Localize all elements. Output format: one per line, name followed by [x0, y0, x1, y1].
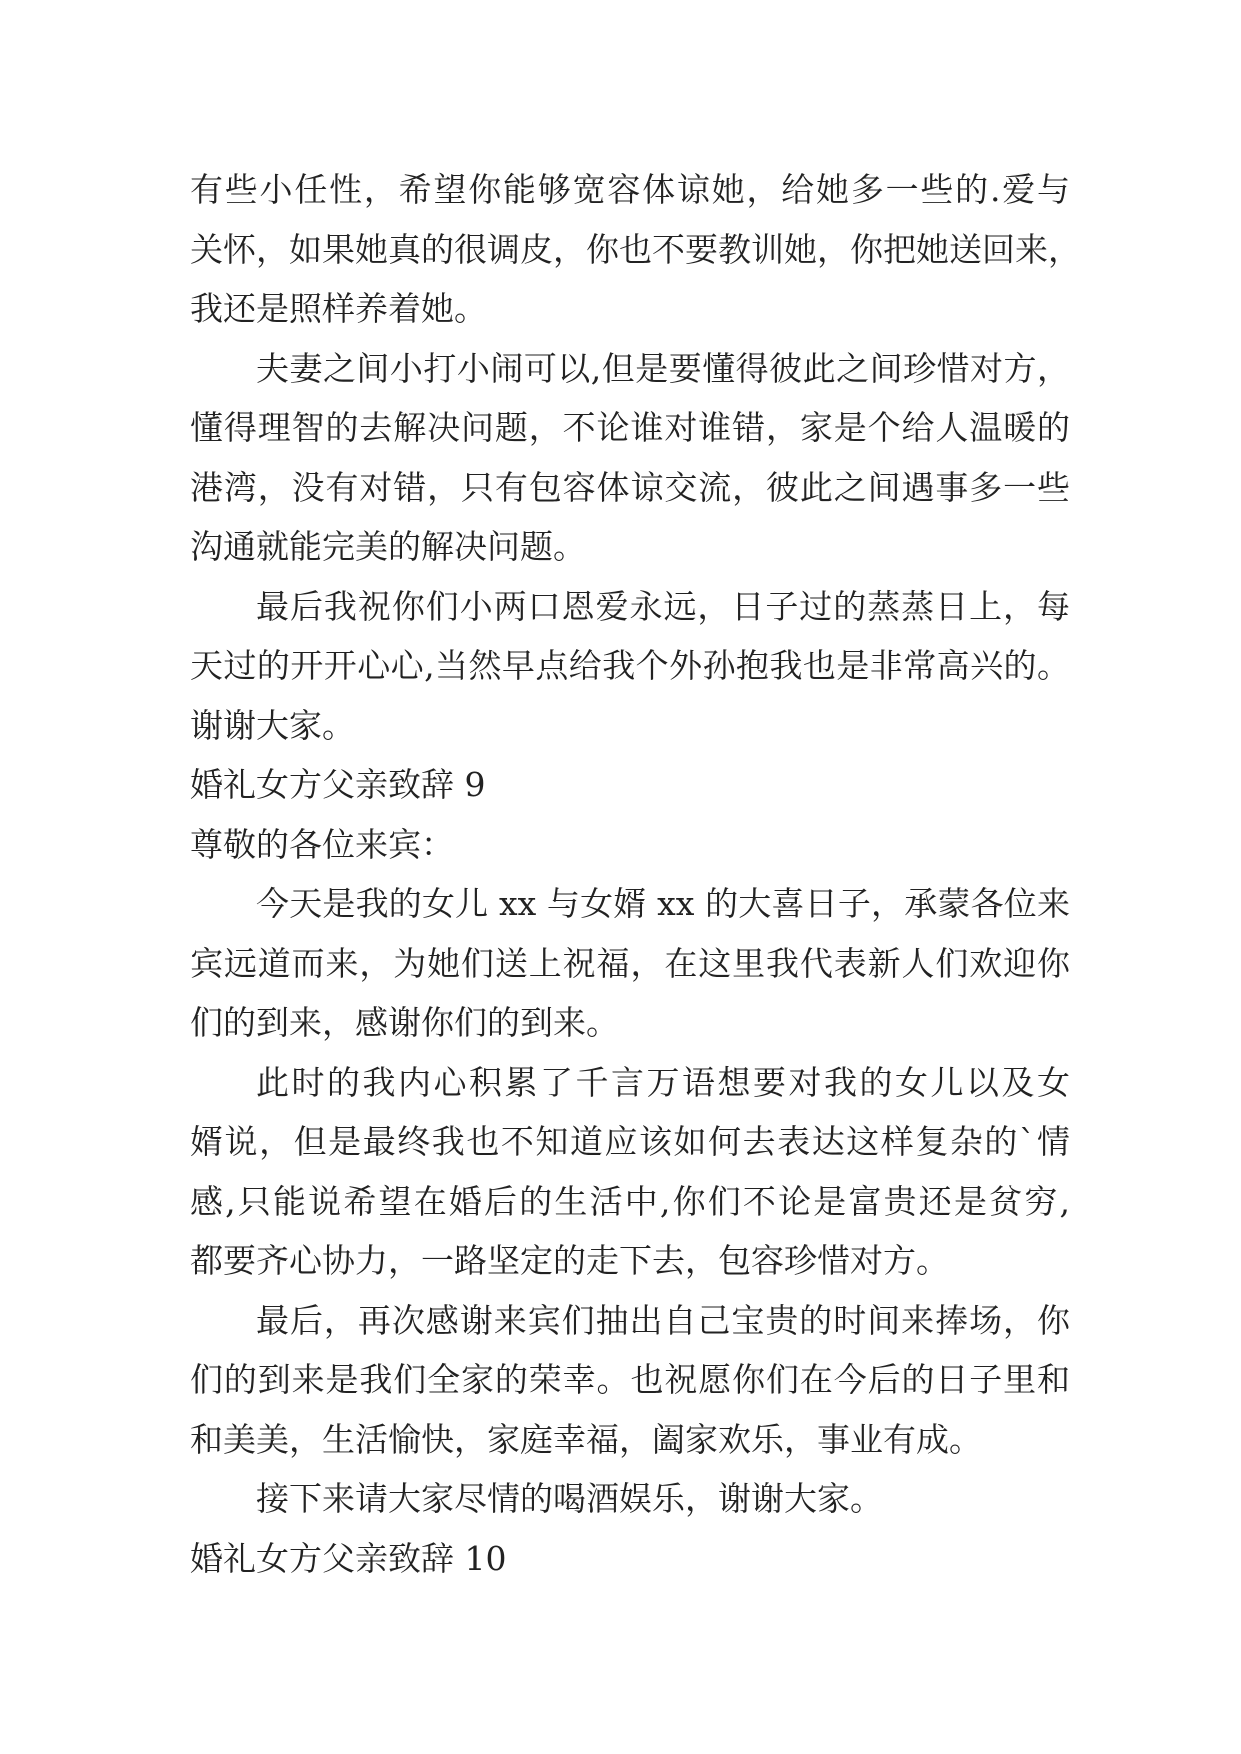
paragraph-line: 懂得理智的去解决问题，不论谁对谁错，家是个给人温暖的	[190, 408, 1070, 447]
paragraph-line: 此时的我内心积累了千言万语想要对我的女儿以及女	[256, 1062, 1070, 1102]
paragraph-line: 宾远道而来，为她们送上祝福，在这里我代表新人们欢迎你	[190, 943, 1070, 983]
paragraph-line: 谢谢大家。	[190, 705, 355, 745]
section-heading: 婚礼女方父亲致辞 9	[190, 765, 486, 804]
paragraph-line: 婿说，但是最终我也不知道应该如何去表达这样复杂的`情	[190, 1122, 1070, 1161]
paragraph-line: 最后我祝你们小两口恩爱永远，日子过的蒸蒸日上，每	[256, 586, 1070, 626]
paragraph-line: 有些小任性，希望你能够宽容体谅她，给她多一些的.爱与	[190, 170, 1070, 209]
paragraph-line: 感,只能说希望在婚后的生活中,你们不论是富贵还是贫穷,	[190, 1181, 1070, 1221]
paragraph-line: 们的到来是我们全家的荣幸。也祝愿你们在今后的日子里和	[190, 1360, 1070, 1399]
salutation: 尊敬的各位来宾：	[190, 824, 454, 864]
paragraph-line: 今天是我的女儿 xx 与女婿 xx 的大喜日子，承蒙各位来	[256, 884, 1070, 923]
paragraph-line: 们的到来，感谢你们的到来。	[190, 1003, 619, 1042]
paragraph-line: 港湾，没有对错，只有包容体谅交流，彼此之间遇事多一些	[190, 467, 1070, 507]
paragraph-line: 天过的开开心心,当然早点给我个外孙抱我也是非常高兴的。	[190, 646, 1070, 685]
section-heading: 婚礼女方父亲致辞 10	[190, 1538, 507, 1578]
paragraph-line: 关怀，如果她真的很调皮，你也不要教训她，你把她送回来，	[190, 229, 1081, 269]
paragraph-line: 沟通就能完美的解决问题。	[190, 527, 586, 566]
paragraph-line: 接下来请大家尽情的喝酒娱乐，谢谢大家。	[256, 1479, 883, 1518]
paragraph-line: 夫妻之间小打小闹可以,但是要懂得彼此之间珍惜对方，	[256, 348, 1070, 388]
document-body	[190, 160, 1081, 1588]
paragraph-line: 和美美，生活愉快，家庭幸福，阖家欢乐，事业有成。	[190, 1419, 982, 1459]
paragraph-line: 最后，再次感谢来宾们抽出自己宝贵的时间来捧场，你	[256, 1300, 1070, 1340]
paragraph-line: 我还是照样养着她。	[190, 289, 487, 328]
paragraph-line: 都要齐心协力，一路坚定的走下去，包容珍惜对方。	[190, 1241, 949, 1280]
